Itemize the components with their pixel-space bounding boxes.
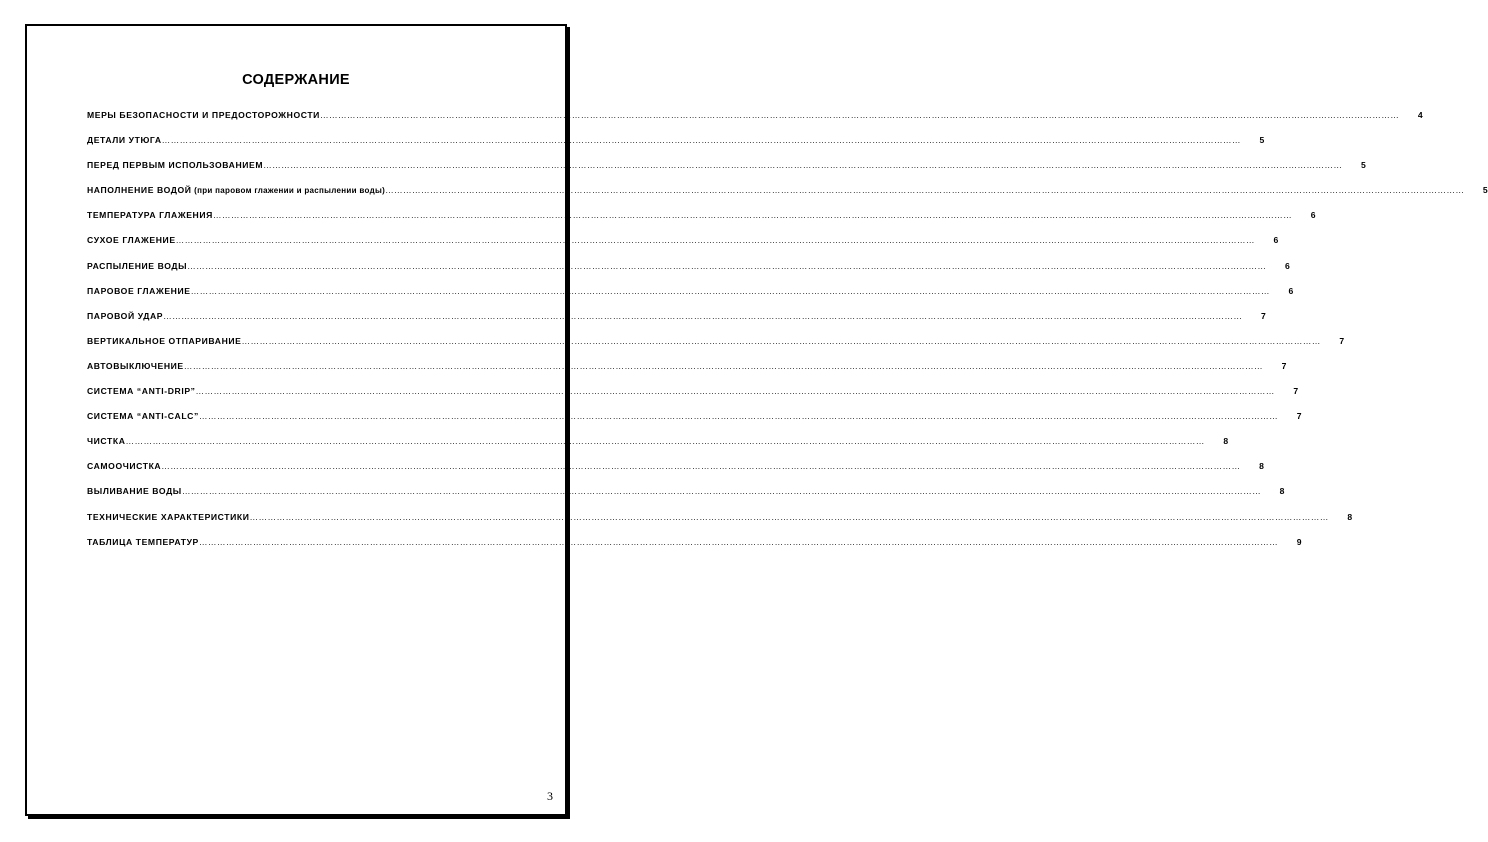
toc-entry-page: 7 [1339,335,1345,346]
toc-entry-text [87,512,1329,522]
toc-entry-text [87,210,1292,220]
toc-entry-label: ТЕМПЕРАТУРА ГЛАЖЕНИЯ [87,210,213,221]
toc-entry-label: СИСТЕМА “ANTI-CALC” [87,411,199,422]
toc-entry[interactable] [87,160,1367,185]
toc-entry-page: 5 [1482,185,1488,196]
toc-entry-text [87,411,1278,421]
toc-entry-text [87,486,1261,496]
toc-entry-page: 6 [1310,210,1317,221]
toc-entry-label: ПЕРЕД ПЕРВЫМ ИСПОЛЬЗОВАНИЕМ [87,160,264,171]
toc-entry-label: ПАРОВОЕ ГЛАЖЕНИЕ [87,285,191,296]
toc-entry-label: СУХОЕ ГЛАЖЕНИЕ [87,235,176,246]
dot-leader: ……………………………………………………………………………………………………………………………………………………………………………………………………………………………………………………………………………………………………………………………… [198,411,1279,422]
toc-entry[interactable] [87,411,1303,436]
dot-leader: ……………………………………………………………………………………………………………………………………………………………………………………………………………………………………………………………………………………………………………………………… [125,436,1205,447]
toc-entry[interactable] [87,436,1229,461]
toc-entry-page: 8 [1259,461,1265,472]
dot-leader: ……………………………………………………………………………………………………………………………………………………………………………………………………………………………………………………………………………………………………………………………… [175,235,1255,246]
toc-entry-label: СИСТЕМА “ANTI-DRIP” [87,386,196,397]
toc-entry-note: (при паровом глажении и распылении воды) [191,186,386,196]
dot-leader: ……………………………………………………………………………………………………………………………………………………………………………………………………………………………………………………………………………………………………………………………… [212,210,1293,221]
toc-entry-page: 8 [1279,486,1286,497]
toc-entry-label: НАПОЛНЕНИЕ ВОДОЙ [87,185,192,196]
dot-leader: ……………………………………………………………………………………………………………………………………………………………………………………………………………………………………………………………………………………………………………………………… [249,511,1329,522]
page-number: 3 [547,789,553,803]
toc-entry-text [87,160,1342,170]
toc-entry[interactable] [87,135,1265,160]
toc-entry-page: 6 [1288,285,1294,296]
toc-entry-page: 8 [1223,436,1229,447]
toc-entry[interactable] [87,360,1287,386]
toc-entry-label: ВЕРТИКАЛЬНОЕ ОТПАРИВАНИЕ [87,335,242,346]
toc-entry-text [87,311,1242,321]
toc-entry-label: МЕРЫ БЕЗОПАСНОСТИ И ПРЕДОСТОРОЖНОСТИ [87,110,320,120]
dot-leader: ……………………………………………………………………………………………………………………………………………………………………………………………………………………………………………………………………………………………………………………………… [195,386,1275,397]
dot-leader: ……………………………………………………………………………………………………………………………………………………………………………………………………………………………………………………………………………………………………………………………… [161,135,1241,146]
toc-entry-label: АВТОВЫКЛЮЧЕНИЕ [87,360,184,371]
toc-entry-label: ДЕТАЛИ УТЮГА [87,135,162,146]
toc-entry-label: ЧИСТКА [87,436,126,447]
table-of-contents [87,110,1488,562]
toc-entry-text [87,261,1266,271]
toc-entry-label: ТАБЛИЦА ТЕМПЕРАТУР [87,536,199,547]
toc-entry[interactable] [87,511,1353,537]
page-title: СОДЕРЖАНИЕ [242,72,350,88]
toc-entry-text [87,235,1255,245]
toc-entry[interactable] [87,335,1345,361]
toc-entry-text [87,436,1205,446]
toc-entry[interactable] [87,461,1265,486]
toc-entry-text [87,286,1270,296]
toc-entry-text [87,336,1321,346]
toc-entry-text [87,386,1275,396]
toc-entry-text [87,537,1278,547]
toc-entry-page: 7 [1293,386,1299,397]
toc-entry[interactable] [87,285,1294,311]
toc-entry[interactable] [87,386,1299,411]
toc-entry[interactable] [87,235,1279,260]
toc-entry-text [87,135,1241,145]
toc-entry-page: 6 [1285,260,1291,271]
toc-entry-page: 9 [1296,536,1303,547]
toc-entry-text [87,361,1263,371]
dot-leader: ……………………………………………………………………………………………………………………………………………………………………………………………………………………………………………………………………………………………………………………………… [190,285,1270,296]
dot-leader: ……………………………………………………………………………………………………………………………………………………………………………………………………………………………………………………………………………………………………………………………… [263,160,1343,171]
toc-entry-page: 8 [1347,511,1353,522]
dot-leader: ……………………………………………………………………………………………………………………………………………………………………………………………………………………………………………………………………………………………………………………………… [163,310,1243,321]
toc-entry-label: ТЕХНИЧЕСКИЕ ХАРАКТЕРИСТИКИ [87,511,250,522]
toc-entry-page: 5 [1259,135,1265,146]
toc-entry[interactable] [87,210,1317,235]
toc-entry[interactable] [87,185,1488,210]
toc-entry-label: РАСПЫЛЕНИЕ ВОДЫ [87,260,188,271]
toc-entry-page: 6 [1273,235,1279,246]
toc-entry-label: ПАРОВОЙ УДАР [87,310,164,321]
toc-entry-text [87,461,1240,471]
dot-leader: ……………………………………………………………………………………………………………………………………………………………………………………………………………………………………………………………………………………………………………………………… [187,260,1267,271]
toc-entry-page: 7 [1260,310,1267,321]
dot-leader: ……………………………………………………………………………………………………………………………………………………………………………………………………………………………………………………………………………………………………………………………… [161,461,1241,472]
toc-entry[interactable] [87,260,1291,286]
dot-leader: ……………………………………………………………………………………………………………………………………………………………………………………………………………………………………………………………………………………………………………………………… [241,335,1321,346]
toc-entry-label: САМООЧИСТКА [87,461,162,472]
toc-entry[interactable] [87,110,1424,135]
dot-leader: ……………………………………………………………………………………………………………………………………………………………………………………………………………………………………………………………………………………………………………………………… [198,536,1279,547]
toc-entry-page: 7 [1281,360,1287,371]
toc-entry-text [87,185,1464,195]
toc-entry-text [87,110,1399,120]
toc-entry-page: 7 [1296,411,1303,422]
toc-entry-page: 4 [1417,110,1424,120]
toc-entry-label: ВЫЛИВАНИЕ ВОДЫ [87,486,182,497]
toc-entry[interactable] [87,536,1303,562]
dot-leader: ……………………………………………………………………………………………………………………………………………………………………………………………………………………………………………………………………………………………………………………………… [183,360,1263,371]
toc-entry-page: 5 [1360,160,1367,171]
toc-entry[interactable] [87,310,1267,336]
toc-entry[interactable] [87,486,1286,511]
dot-leader: ……………………………………………………………………………………………………………………………………………………………………………………………………………………………………………………………………………………………………………………………… [181,486,1262,497]
dot-leader: ……………………………………………………………………………………………………………………………………………………………………………………………………………………………………………………………………………………………………………………………… [319,110,1400,120]
dot-leader: ……………………………………………………………………………………………………………………………………………………………………………………………………………………………………………………………………………………………………………………………… [385,185,1465,196]
page-frame [25,24,1488,816]
